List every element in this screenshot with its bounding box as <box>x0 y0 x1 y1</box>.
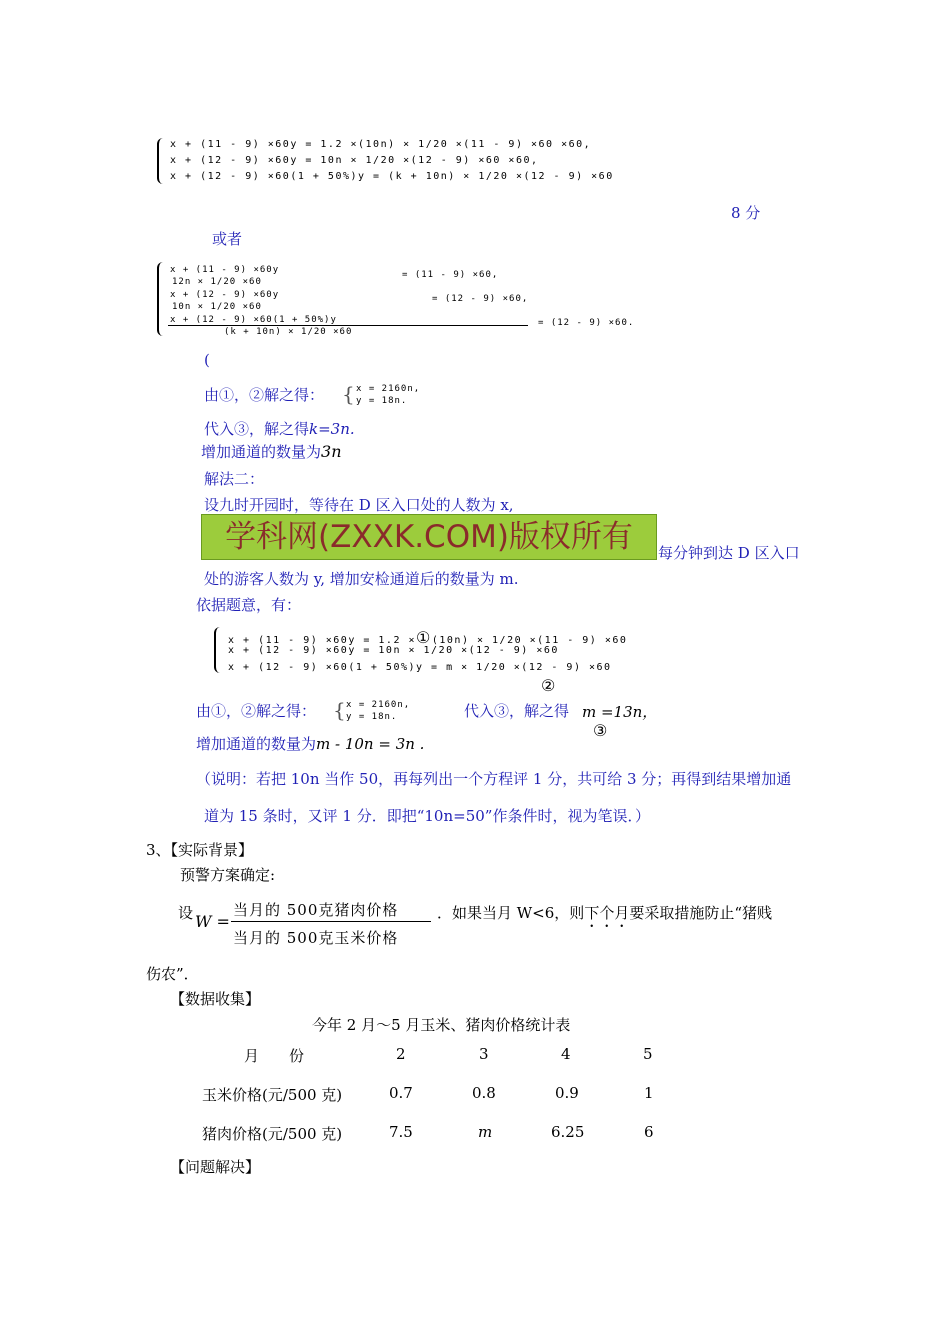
table-header-2: 2 <box>396 1045 406 1063</box>
system3-eq3: x + (12 - 9) ×60(1 + 50%)y = m × 1/20 ×(12 - 9) ×60 <box>228 662 612 673</box>
sol1-x-value: x = 2160n, <box>356 384 421 394</box>
table-header-4: 4 <box>561 1045 571 1063</box>
system1-brace <box>157 138 167 184</box>
q3-condition-dotted: 下个月 <box>584 904 630 922</box>
sol1-increase <box>201 441 342 462</box>
q3-table-title: 今年 2 月～5 月玉米、猪肉价格统计表 <box>312 1016 571 1034</box>
table-cell-corn-label: 玉米价格(元/500 克) <box>202 1086 343 1104</box>
system1-line1: x + (11 - 9) ×60y = 1.2 ×(10n) × 1/20 ×(11 - 9) ×60 ×60, <box>170 139 592 150</box>
system2-line2c: = (12 - 9) ×60, <box>432 294 529 304</box>
table-cell-pork-label: 猪肉价格(元/500 克) <box>202 1125 343 1143</box>
table-cell-corn-4: 0.9 <box>555 1084 579 1102</box>
q3-condition-a: ．如果当月 W<6，则 <box>437 904 585 922</box>
q3-heading: 3、【实际背景】 <box>146 841 254 859</box>
q3-data-heading: 【数据收集】 <box>170 990 261 1008</box>
sol1-increase-text: 增加通道的数量为 <box>201 443 322 461</box>
system3-eq1-start: x + (11 - 9) ×60y = 1.2 × <box>228 635 417 646</box>
q3-condition-c: 伤农”． <box>146 965 199 983</box>
system3-eq1-rest: (10n) × 1/20 ×(11 - 9) ×60 <box>431 635 628 646</box>
method2-title: 解法二： <box>204 470 265 488</box>
table-header-month: 月 份 <box>244 1047 305 1065</box>
method2-m-result: m =13n， <box>582 703 658 721</box>
method2-line1: 设九时开园时，等待在 D 区入口处的人数为 x, <box>204 496 514 514</box>
q3-plan: 预警方案确定: <box>180 866 276 884</box>
method2-brace: { <box>333 698 346 722</box>
table-header-5: 5 <box>643 1045 653 1063</box>
table-cell-corn-5: 1 <box>644 1084 654 1102</box>
system2-line1c: = (11 - 9) ×60, <box>402 270 499 280</box>
watermark-banner: 学科网(ZXXK.COM)版权所有 <box>201 514 657 560</box>
system2-line1b: 12n × 1/20 ×60 <box>172 277 262 287</box>
system2-line2a: x + (12 - 9) ×60y <box>170 290 280 300</box>
table-cell-corn-2: 0.7 <box>389 1084 413 1102</box>
method2-line3: 处的游客人数为 y, 增加安检通道后的数量为 m. <box>204 570 519 588</box>
system2-line3c: = (12 - 9) ×60. <box>538 318 635 328</box>
sol1-y-value: y = 18n. <box>356 396 408 406</box>
system2-brace <box>157 262 167 336</box>
system1-line2: x + (12 - 9) ×60y = 10n × 1/20 ×(12 - 9) ×60 ×60, <box>170 155 539 166</box>
method2-increase-text: 增加通道的数量为 <box>196 735 317 753</box>
table-cell-pork-5: 6 <box>644 1123 654 1141</box>
method2-x-value: x = 2160n, <box>346 700 411 710</box>
circle-3-marker: ③ <box>593 721 608 740</box>
q3-w-fraction-bar <box>231 921 431 922</box>
q3-w-denominator: 当月的 500克玉米价格 <box>233 929 399 947</box>
method2-substitute: 代入③，解之得 <box>464 702 570 720</box>
system1-line3: x + (12 - 9) ×60(1 + 50%)y = (k + 10n) × 1/20 ×(12 - 9) ×60 <box>170 171 614 182</box>
q3-w-numerator: 当月的 500克猪肉价格 <box>233 901 399 919</box>
method2-solved-from: 由①，②解之得： <box>196 702 317 720</box>
sol1-substitute-text: 代入③，解之得 <box>204 420 310 438</box>
table-cell-corn-3: 0.8 <box>472 1084 496 1102</box>
note-line2: 道为 15 条时，又评 1 分．即把“10n=50”作条件时，视为笔误．） <box>204 807 650 825</box>
q3-set: 设 <box>178 904 194 922</box>
system2-line2b: 10n × 1/20 ×60 <box>172 302 262 312</box>
circle-2-marker: ② <box>541 676 556 695</box>
system2-line3a: x + (12 - 9) ×60(1 + 50%)y <box>170 315 337 325</box>
open-paren: ( <box>204 351 210 369</box>
sol1-substitute <box>204 418 355 439</box>
table-cell-pork-3: m <box>478 1123 493 1141</box>
sol1-brace: { <box>342 382 355 406</box>
circle-1-marker: ① <box>416 628 432 647</box>
sol1-increase-value: 3n <box>321 442 342 461</box>
q3-condition-b: 要采取措施防止“猪贱 <box>629 904 772 922</box>
method2-line2-tail: 每分钟到达 D 区入口 <box>658 544 800 562</box>
note-line1: （说明：若把 10n 当作 50，再每列出一个方程评 1 分，共可给 3 分；再得到结果增加通 <box>196 770 792 788</box>
system2-line3b: (k + 10n) × 1/20 ×60 <box>224 327 353 337</box>
q3-condition <box>437 902 772 931</box>
table-cell-pork-4: 6.25 <box>551 1123 585 1141</box>
sol1-k-result: k=3n. <box>309 420 355 438</box>
system2-line1a: x + (11 - 9) ×60y <box>170 265 280 275</box>
method2-increase-value: m - 10n = 3n . <box>316 735 425 753</box>
q3-solve-heading: 【问题解决】 <box>170 1158 261 1176</box>
method2-y-value: y = 18n. <box>346 712 398 722</box>
q3-w-eq: W = <box>195 912 230 931</box>
system3-brace <box>214 627 224 673</box>
or-label: 或者 <box>212 230 243 248</box>
table-cell-pork-2: 7.5 <box>389 1123 413 1141</box>
method2-line4: 依据题意，有： <box>196 596 302 614</box>
method2-increase <box>196 733 424 754</box>
system3-eq2: x + (12 - 9) ×60y = 10n × 1/20 ×(12 - 9) ×60 <box>228 645 559 656</box>
sol1-solved-from: 由①，②解之得： <box>204 386 325 404</box>
score-8: 8 分 <box>731 204 761 222</box>
system2-line3-fraction-bar <box>168 325 528 326</box>
table-header-3: 3 <box>479 1045 489 1063</box>
